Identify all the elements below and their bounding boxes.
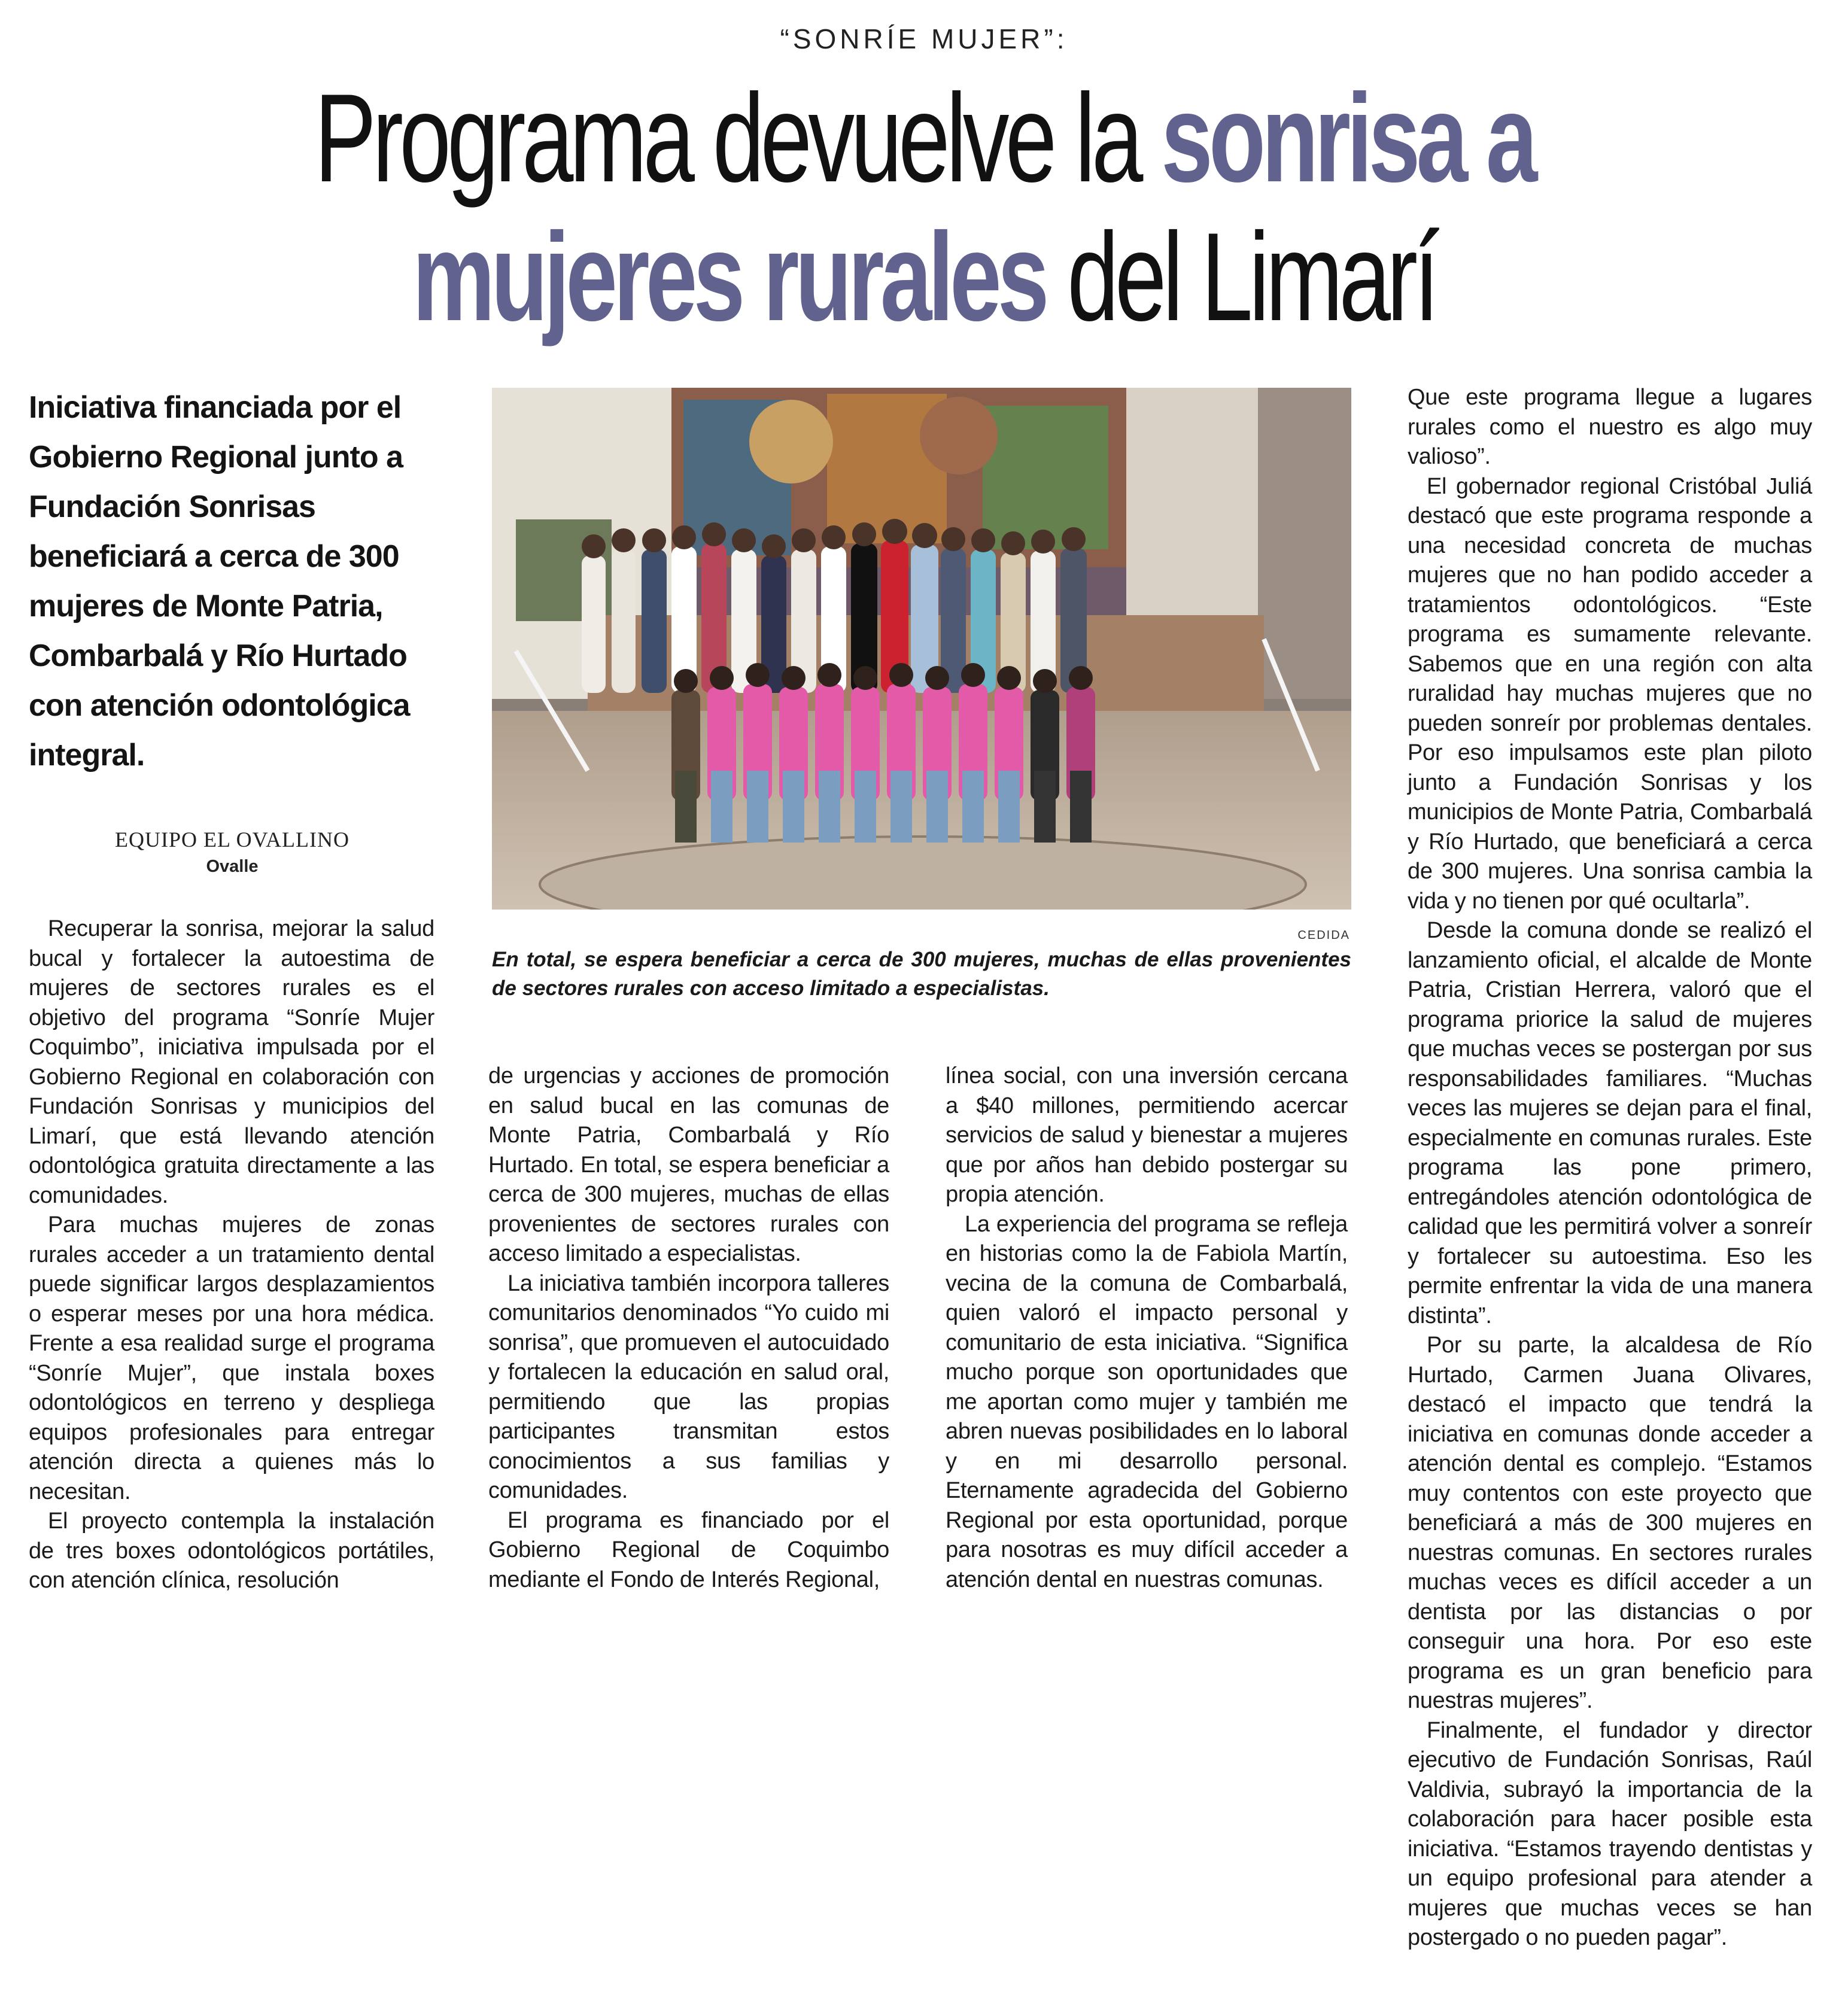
headline-plain-2: del Limarí [1045, 206, 1436, 347]
headline-accent-2: mujeres rurales [412, 206, 1045, 347]
article-photo [492, 388, 1351, 910]
col4-paragraph: Por su parte, la alcaldesa de Río Hurtado, Carmen Juana Olivares, destacó el impacto que tendrá la iniciativa en comunas donde acceder a atención dental es complejo. “Estamos muy contentos con este proyecto que beneficiará a más de 300 mujeres en nuestras comunas. En sectores rurales muchas veces es difícil acceder a un dentista por las distancias o por conseguir una hora. Por eso este programa es un gran beneficio para nuestras mujeres”. [1408, 1333, 1812, 1713]
group-photo-illustration [492, 388, 1351, 910]
col3-paragraph: La experiencia del programa se refleja en historias como la de Fabiola Martín, vecina de la comuna de Combarbalá, quien valoró el impacto personal y comunitario de esta iniciativa. “Significa mucho porque son oportunidades que me aportan como mujer y también me abren nuevas posibilidades en lo laboral y en mi desarrollo personal. Eternamente agradecida del Gobierno Regional por esta oportunidad, porque para nosotras es muy difícil acceder a atención dental en nuestras comunas. [946, 1211, 1348, 1592]
article-lead: Iniciativa financiada por el Gobierno Regional junto a Fundación Sonrisas beneficiará a cerca de 300 mujeres de Monte Patria, Combarbalá y Río Hurtado con atención odontológica integral. [29, 390, 410, 773]
col2-paragraph: El programa es financiado por el Gobierno Regional de Coquimbo mediante el Fondo de Interés Regional, [488, 1507, 889, 1592]
body-column-3 [946, 1062, 1348, 1595]
body-column-1 [29, 914, 434, 1596]
body-column-2 [488, 1062, 889, 1595]
col4-paragraph: El gobernador regional Cristóbal Juliá destacó que este programa responde a una necesidad concreta de muchas mujeres que no han podido acceder a tratamientos odontológicos. “Este programa es sumamente relevante. Sabemos que en una región con alta ruralidad hay muchas mujeres que no pueden sonreír por problemas dentales. Por eso impulsamos este plan piloto junto a Fundación Sonrisas y los municipios de Monte Patria, Combarbalá y Río Hurtado, que beneficiará a cerca de 300 mujeres. Una sonrisa cambia la vida y no tienen por qué ocultarla”. [1408, 473, 1812, 914]
article-kicker: “SONRÍE MUJER”: [780, 23, 1068, 54]
body-column-4 [1408, 383, 1812, 1953]
col2-paragraph: de urgencias y acciones de promoción en salud bucal en las comunas de Monte Patria, Combarbalá y Río Hurtado. En total, se espera beneficiar a cerca de 300 mujeres, muchas de ellas provenientes de sectores rurales con acceso limitado a especialistas. [488, 1063, 889, 1266]
byline: EQUIPO EL OVALLINO [115, 828, 349, 852]
col3-paragraph: línea social, con una inversión cercana a $40 millones, permitiendo acercar servicios de salud y bienestar a mujeres que por años han debido postergar su propia atención. [946, 1063, 1348, 1207]
dateline-location: Ovalle [206, 857, 259, 876]
col2-paragraph: La iniciativa también incorpora talleres comunitarios denominados “Yo cuido mi sonrisa”, que promueven el autocuidado y fortalecen la educación en salud oral, permitiendo que las propias participantes transmitan estos conocimientos a sus familias y comunidades. [488, 1270, 889, 1503]
col1-paragraph: Para muchas mujeres de zonas rurales acceder a un tratamiento dental puede significar largos desplazamientos o esperar meses por una hora médica. Frente a esa realidad surge el programa “Sonríe Mujer”, que instala boxes odontológicos en terreno y despliega equipos profesionales para entregar atención directa a quienes más lo necesitan. [29, 1212, 434, 1504]
headline-plain-1: Programa devuelve la [314, 68, 1162, 208]
headline-line-2 [276, 208, 1573, 346]
photo-caption: En total, se espera beneficiar a cerca de 300 mujeres, muchas de ellas provenientes de sectores rurales con acceso limitado a especialistas. [492, 948, 1351, 1000]
article-headline [276, 69, 1573, 346]
col4-paragraph: Finalmente, el fundador y director ejecutivo de Fundación Sonrisas, Raúl Valdivia, subrayó la importancia de la colaboración para hacer posible esta iniciativa. “Estamos trayendo dentistas y un equipo profesional para atender a mujeres que muchas veces se han postergado o no pueden pagar”. [1408, 1717, 1812, 1950]
col4-paragraph: Desde la comuna donde se realizó el lanzamiento oficial, el alcalde de Monte Patria, Cristian Herrera, valoró que el programa priorice la salud de mujeres que muchas veces se postergan por sus responsabilidades familiares. “Muchas veces las mujeres se dejan para el final, especialmente en comunas rurales. Este programa las pone primero, entregándoles atención odontológica de calidad que les permitirá volver a sonreír y fortalecer su autoestima. Eso les permite enfrentar la vida de una manera distinta”. [1408, 918, 1812, 1328]
photo-credit: CEDIDA [1297, 929, 1350, 942]
col1-paragraph: El proyecto contempla la instalación de tres boxes odontológicos portátiles, con atención clínica, resolución [29, 1509, 434, 1593]
headline-line-1 [276, 69, 1573, 208]
col4-paragraph: Que este programa llegue a lugares rurales como el nuestro es algo muy valioso”. [1408, 385, 1812, 469]
headline-accent-1: sonrisa a [1161, 68, 1534, 208]
col1-paragraph: Recuperar la sonrisa, mejorar la salud bucal y fortalecer la autoestima de mujeres de sectores rurales es el objetivo del programa “Sonríe Mujer Coquimbo”, iniciativa impulsada por el Gobierno Regional en colaboración con Fundación Sonrisas y municipios del Limarí, que está llevando atención odontológica gratuita directamente a las comunidades. [29, 916, 434, 1208]
